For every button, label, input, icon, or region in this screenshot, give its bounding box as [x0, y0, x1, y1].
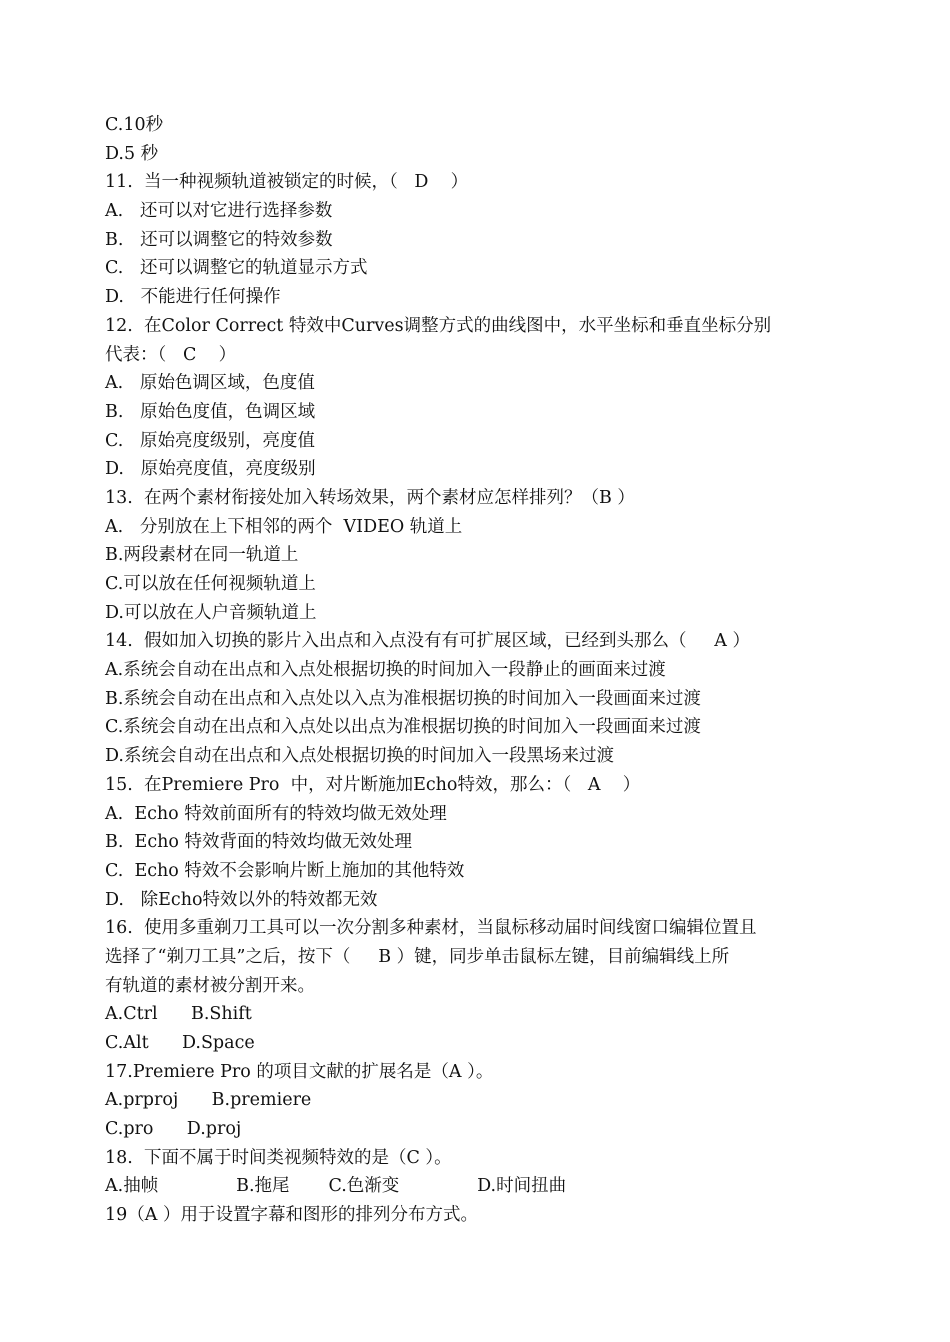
question-16-cont: 有轨道的素材被分割开来。 — [105, 975, 315, 996]
option-line: D. 不能进行任何操作 — [105, 287, 281, 308]
option-line: A. 分别放在上下相邻的两个 VIDEO 轨道上 — [105, 516, 463, 537]
option-line: D. 除Echo特效以外的特效都无效 — [105, 889, 378, 910]
question-12-cont: 代表：（ C ） — [105, 344, 237, 365]
question-11: 11. 当一种视频轨道被锁定的时候，（ D ） — [105, 172, 469, 193]
question-19: 19（A ）用于设置字幕和图形的排列分布方式。 — [105, 1205, 478, 1226]
question-12: 12. 在Color Correct 特效中Curves调整方式的曲线图中，水平坐标和垂直坐标分别 — [105, 315, 772, 336]
question-16: 16. 使用多重剃刀工具可以一次分割多种素材，当鼠标移动届时间线窗口编辑位置且 — [105, 918, 757, 939]
option-line: B. 原始色度值，色调区域 — [105, 401, 316, 422]
option-line: C. Echo 特效不会影响片断上施加的其他特效 — [105, 860, 465, 881]
option-line: A.系统会自动在出点和入点处根据切换的时间加入一段静止的画面来过渡 — [105, 660, 666, 681]
option-line: B.两段素材在同一轨道上 — [105, 545, 299, 566]
option-line: C. 原始亮度级别，亮度值 — [105, 430, 316, 451]
option-line: A.prproj B.premiere — [105, 1090, 312, 1111]
option-line: C.pro D.proj — [105, 1119, 242, 1140]
question-16-cont: 选择了“剃刀工具”之后，按下（ B ）键，同步单击鼠标左键，目前编辑线上所 — [105, 946, 730, 967]
option-line: B. 还可以调整它的特效参数 — [105, 229, 333, 250]
text-line: D.5 秒 — [105, 143, 159, 164]
option-line: A. Echo 特效前面所有的特效均做无效处理 — [105, 803, 447, 824]
option-line: A. 原始色调区域，色度值 — [105, 373, 315, 394]
option-line: C. 还可以调整它的轨道显示方式 — [105, 258, 368, 279]
option-line: D.可以放在人户音频轨道上 — [105, 602, 317, 623]
option-line: D.系统会自动在出点和入点处根据切换的时间加入一段黑场来过渡 — [105, 746, 614, 767]
option-line: C.系统会自动在出点和入点处以出点为准根据切换的时间加入一段画面来过渡 — [105, 717, 701, 738]
text-line: C.10秒 — [105, 115, 164, 135]
option-line: A.抽帧 B.拖尾 C.色渐变 D.时间扭曲 — [105, 1176, 567, 1197]
option-line: C.可以放在任何视频轨道上 — [105, 574, 316, 594]
option-line: B. Echo 特效背面的特效均做无效处理 — [105, 832, 412, 853]
question-18: 18. 下面不属于时间类视频特效的是（C ）。 — [105, 1147, 452, 1168]
question-17: 17.Premiere Pro 的项目文献的扩展名是（A ）。 — [105, 1061, 494, 1082]
question-13: 13. 在两个素材衔接处加入转场效果，两个素材应怎样排列？（B ） — [105, 487, 635, 508]
question-15: 15. 在Premiere Pro 中，对片断施加Echo特效，那么：（ A ） — [105, 774, 641, 795]
option-line: D. 原始亮度值，亮度级别 — [105, 459, 316, 480]
question-14: 14. 假如加入切换的影片入出点和入点没有有可扩展区域，已经到头那么（ A ） — [105, 631, 750, 652]
option-line: A.Ctrl B.Shift — [105, 1004, 252, 1025]
option-line: B.系统会自动在出点和入点处以入点为准根据切换的时间加入一段画面来过渡 — [105, 688, 701, 709]
document-body — [105, 111, 835, 1230]
option-line: A. 还可以对它进行选择参数 — [105, 201, 333, 222]
option-line: C.Alt D.Space — [105, 1033, 255, 1053]
